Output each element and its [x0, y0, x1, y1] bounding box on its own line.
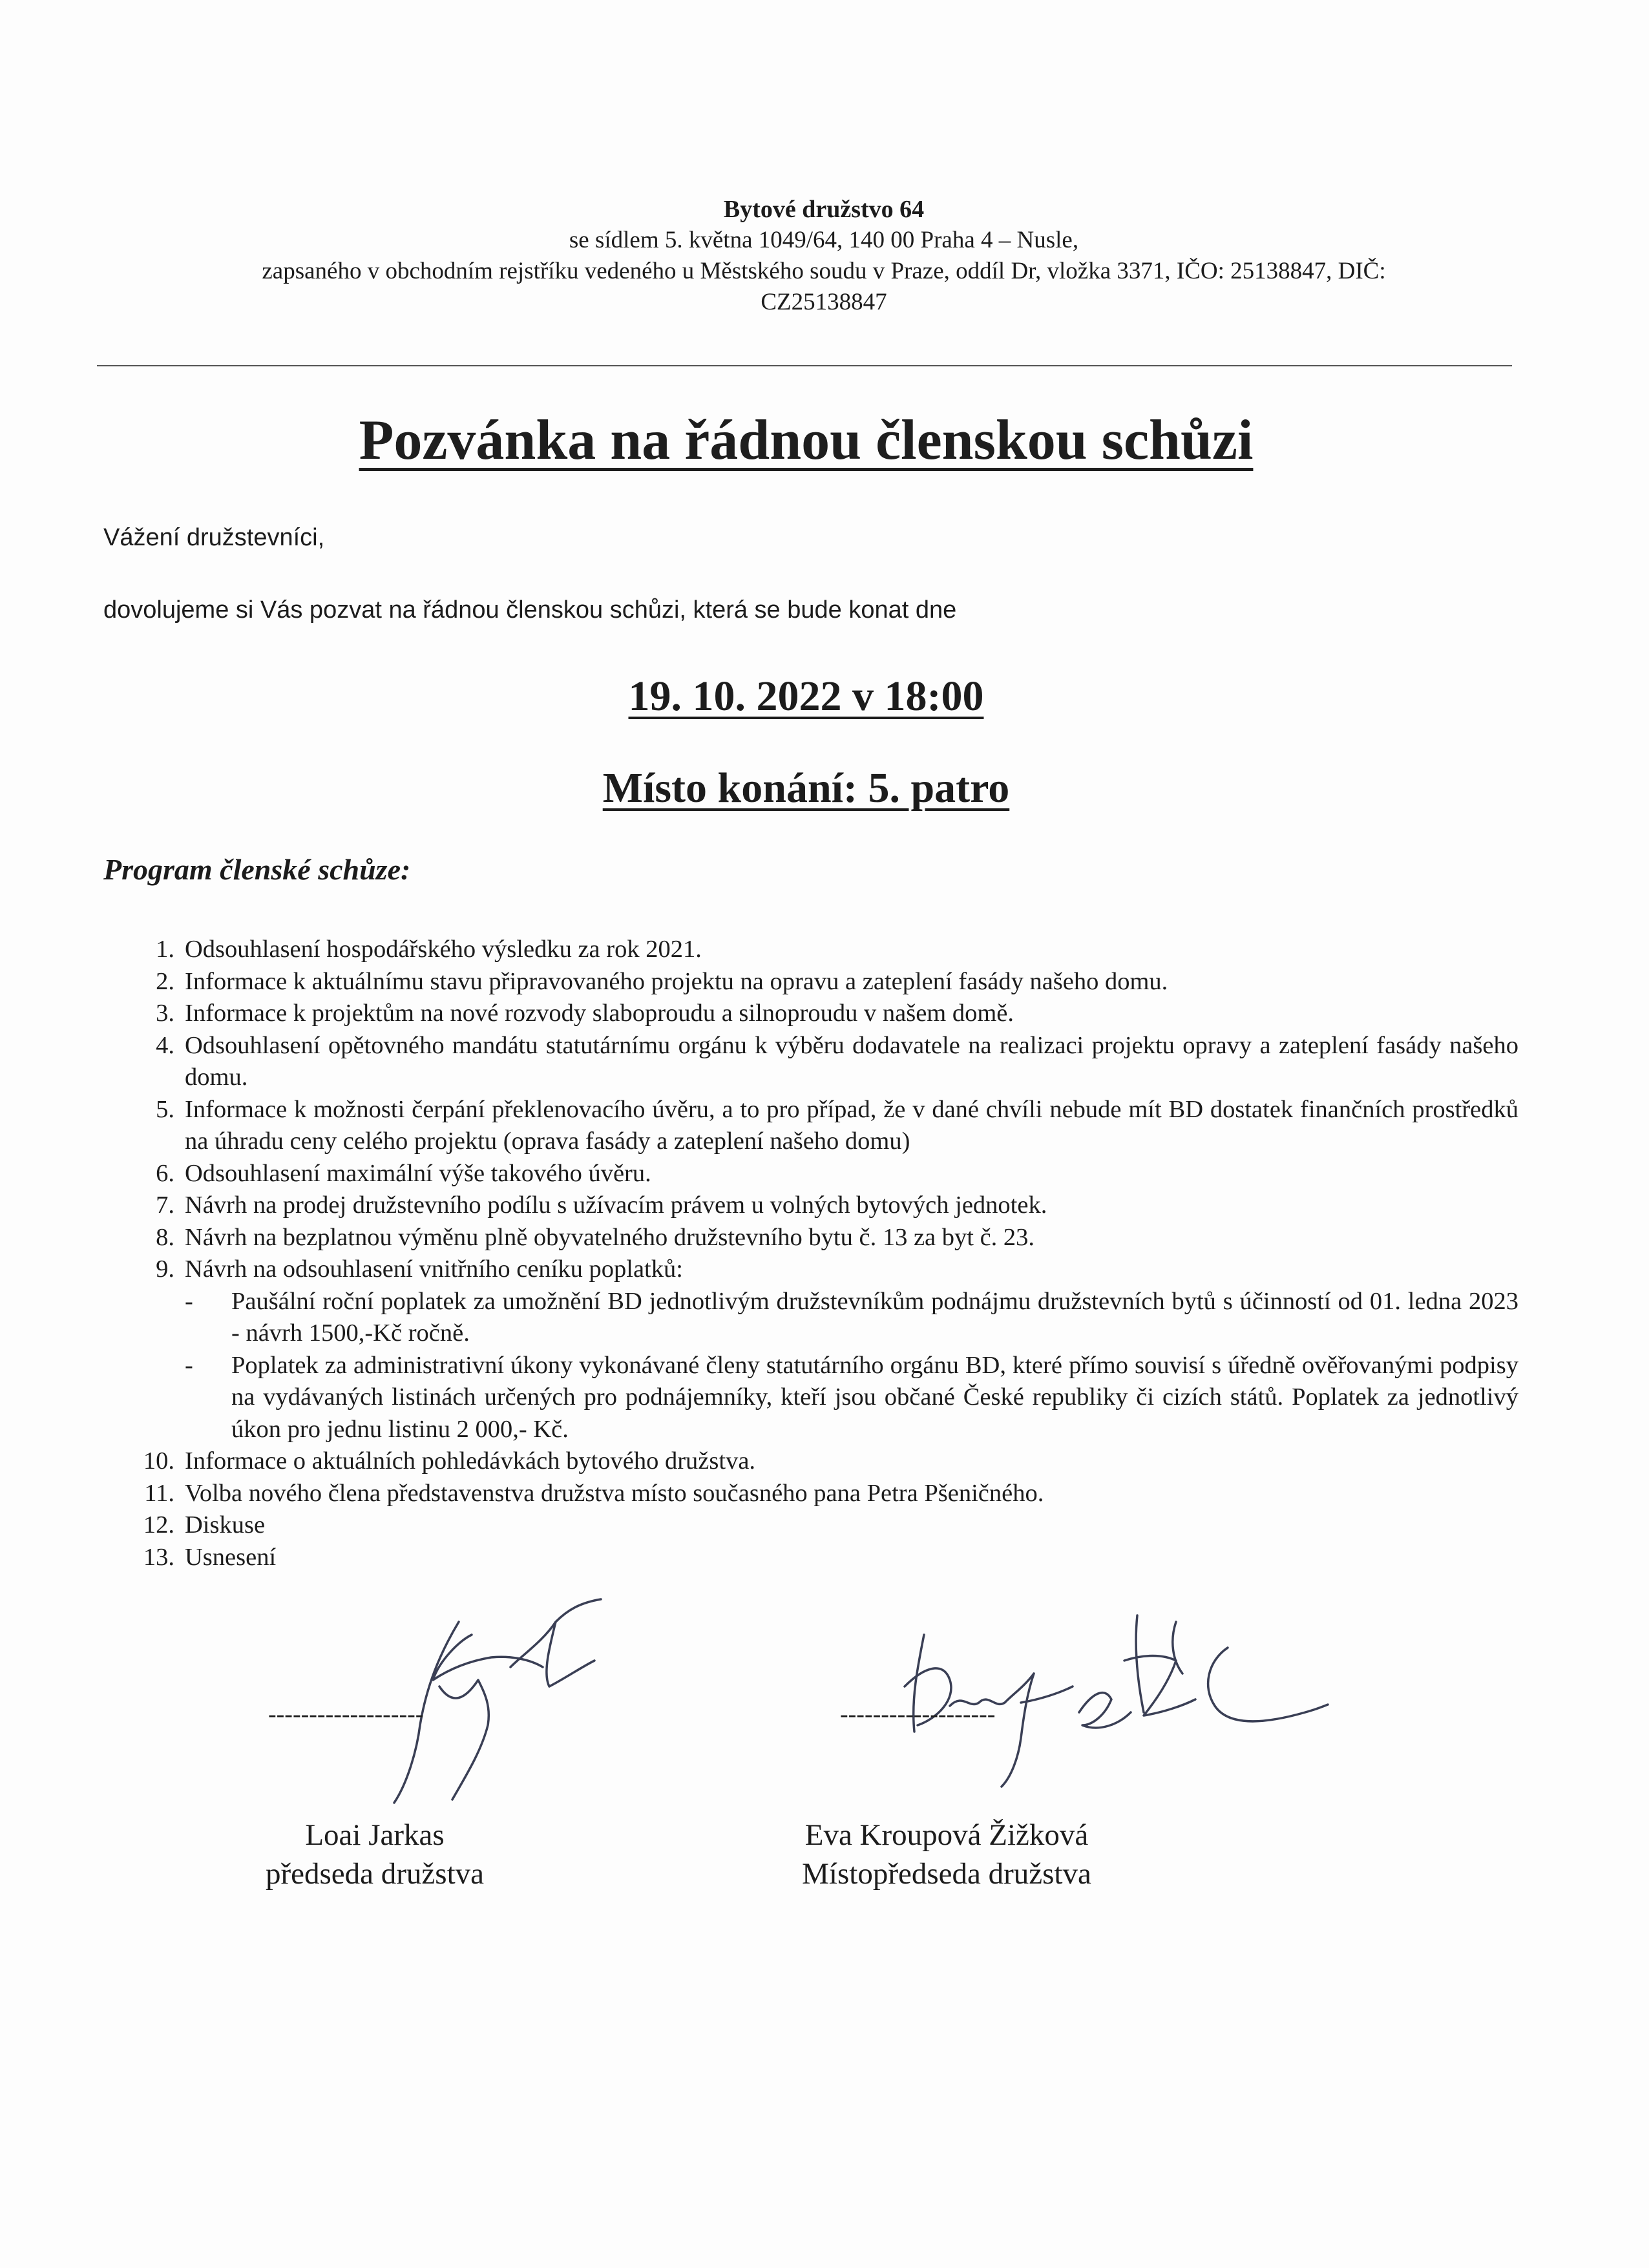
meeting-datetime: 19. 10. 2022 v 18:00 [628, 673, 984, 720]
fee-text: Poplatek za administrativní úkony vykonávané členy statutárního orgánu BD, které přímo souvisí s úředně ověřovanými podpisy na vydávaných listinách určených pro podnájemníky, kteří jsou občané České republiky či cizích států. Poplatek za jednotlivý úkon pro jednu listinu 2 000,- Kč. [231, 1351, 1518, 1443]
agenda-item [129, 1158, 1518, 1190]
agenda-text: Usnesení [185, 1543, 277, 1571]
agenda-text: Informace k možnosti čerpání překlenovacího úvěru, a to pro případ, že v dané chvíli nebude mít BD dostatek finančních prostředků na úhradu ceny celého projektu (oprava fasády a zateplení našeho domu) [185, 1095, 1518, 1155]
signatory-name: Loai Jarkas [305, 1818, 445, 1852]
agenda-number: 3. [156, 1000, 174, 1027]
program-heading: Program členské schůze: [103, 853, 411, 886]
address-line: se sídlem 5. května 1049/64, 140 00 Praha 4 – Nusle, [569, 227, 1079, 253]
agenda-number: 10. [143, 1447, 174, 1475]
agenda-item [129, 1509, 1518, 1542]
agenda-number: 7. [156, 1192, 174, 1219]
agenda-text: Odsouhlasení maximální výše takového úvěru. [185, 1159, 651, 1187]
header-divider [97, 365, 1512, 366]
agenda-item [129, 1542, 1518, 1574]
fee-item [185, 1286, 1518, 1350]
vice-chairman-signature [866, 1596, 1331, 1790]
agenda-item [129, 1030, 1518, 1094]
agenda-item [129, 1254, 1518, 1445]
greeting: Vážení družstevníci, [103, 524, 325, 551]
agenda-item [129, 1222, 1518, 1254]
vat-line: CZ25138847 [761, 289, 887, 315]
agenda-number: 8. [156, 1223, 174, 1251]
agenda-number: 13. [143, 1543, 174, 1571]
agenda-number: 5. [156, 1095, 174, 1123]
agenda-number: 2. [156, 967, 174, 995]
agenda-list [129, 934, 1518, 1573]
signatory-chairman [213, 1816, 536, 1893]
fee-text: Paušální roční poplatek za umožnění BD jednotlivým družstevníkům podnájmu družstevních bytů s účinností od 01. ledna 2023 - návrh 1500,-Kč ročně. [231, 1287, 1518, 1347]
signatory-name: Eva Kroupová Žižková [804, 1818, 1089, 1852]
registry-line: zapsaného v obchodním rejstříku vedeného u Městského soudu v Praze, oddíl Dr, vložka 3371, IČO: 25138847, DIČ: [262, 258, 1386, 284]
agenda-item [129, 934, 1518, 966]
signature-line-right: ------------------- [840, 1701, 996, 1728]
agenda-text: Návrh na odsouhlasení vnitřního ceníku poplatků: [185, 1255, 683, 1283]
fee-dash: - [185, 1351, 193, 1379]
signatory-role: předseda družstva [266, 1857, 484, 1891]
agenda-text: Diskuse [185, 1511, 266, 1538]
agenda-item [129, 966, 1518, 998]
agenda-item [129, 998, 1518, 1030]
document-title: Pozvánka na řádnou členskou schůzi [359, 409, 1254, 472]
fee-item [185, 1350, 1518, 1446]
signatory-vice-chairman [737, 1816, 1157, 1893]
agenda-text: Odsouhlasení hospodářského výsledku za rok 2021. [185, 936, 702, 963]
meeting-place: Místo konání: 5. patro [602, 764, 1010, 812]
agenda-number: 1. [156, 936, 174, 963]
agenda-item [129, 1190, 1518, 1222]
organization-name: Bytové družstvo 64 [723, 196, 925, 223]
signatory-role: Místopředseda družstva [802, 1857, 1091, 1891]
invitation-text: dovolujeme si Vás pozvat na řádnou členskou schůzi, která se bude konat dne [103, 596, 957, 624]
agenda-text: Návrh na prodej družstevního podílu s užívacím právem u volných bytových jednotek. [185, 1192, 1047, 1219]
fee-list [185, 1286, 1518, 1446]
signature-line-left: ------------------- [268, 1701, 424, 1728]
agenda-text: Volba nového člena představenstva družstva místo současného pana Petra Pšeničného. [185, 1479, 1044, 1507]
agenda-number: 6. [156, 1159, 174, 1187]
agenda-item [129, 1094, 1518, 1158]
agenda-text: Informace k aktuálnímu stavu připravovaného projektu na opravu a zateplení fasády našeho domu. [185, 967, 1168, 995]
letterhead [97, 194, 1551, 318]
agenda-number: 9. [156, 1255, 174, 1283]
agenda-text: Informace o aktuálních pohledávkách bytového družstva. [185, 1447, 756, 1475]
agenda-text: Odsouhlasení opětovného mandátu statutárnímu orgánu k výběru dodavatele na realizaci projektu opravy a zateplení fasády našeho domu. [185, 1031, 1518, 1091]
agenda-text: Informace k projektům na nové rozvody slaboproudu a silnoproudu v našem domě. [185, 1000, 1014, 1027]
agenda-number: 11. [144, 1479, 174, 1507]
fee-dash: - [185, 1287, 193, 1315]
agenda-item [129, 1445, 1518, 1478]
agenda-item [129, 1478, 1518, 1510]
agenda-number: 12. [143, 1511, 174, 1538]
agenda-text: Návrh na bezplatnou výměnu plně obyvatelného družstevního bytu č. 13 za byt č. 23. [185, 1223, 1035, 1251]
agenda-number: 4. [156, 1031, 174, 1059]
